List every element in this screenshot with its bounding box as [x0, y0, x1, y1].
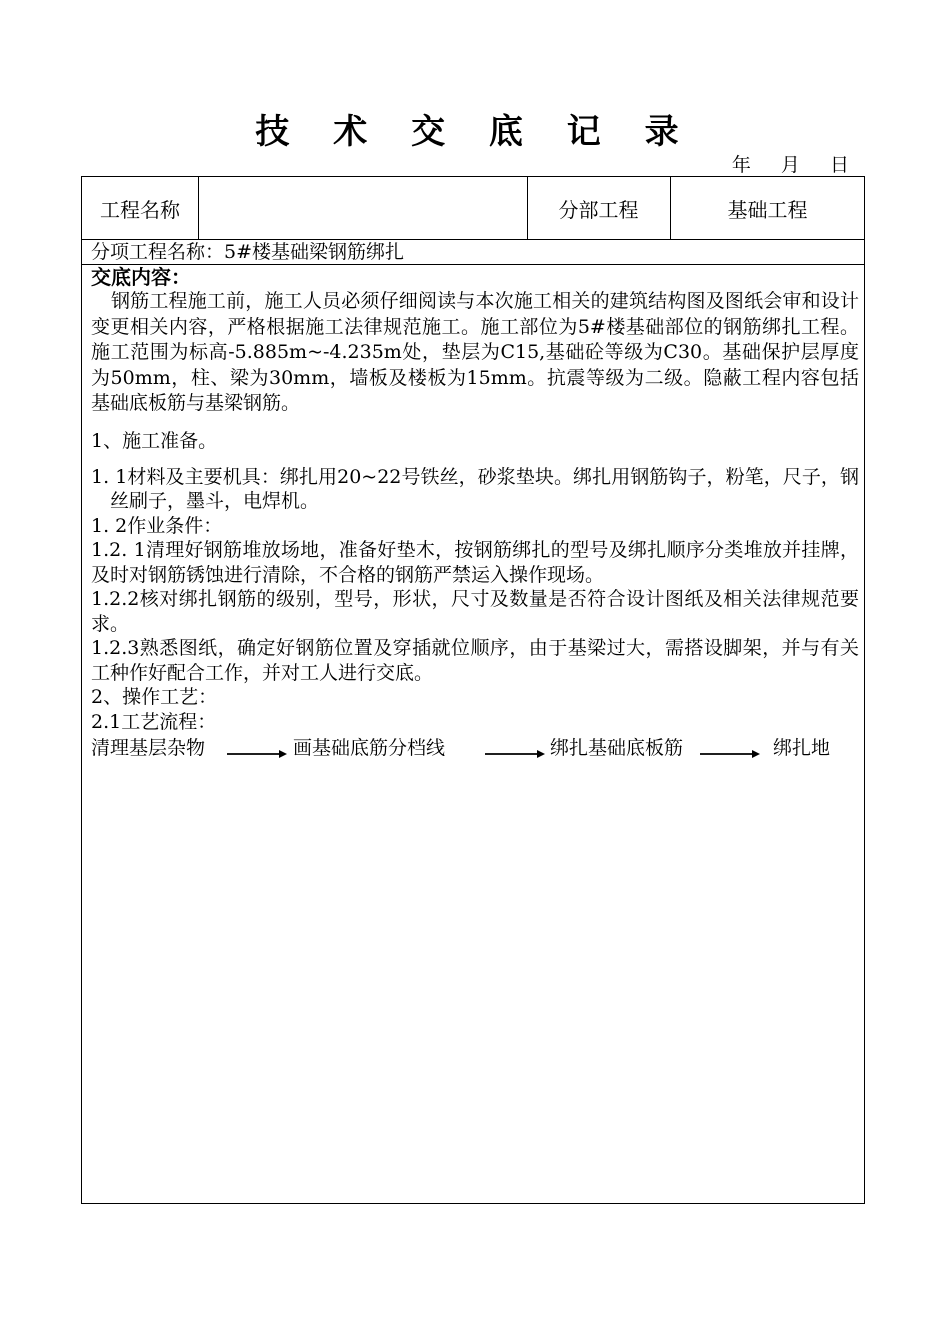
- section-1-heading: 1、施工准备。: [91, 429, 218, 452]
- flow-step-1: 清理基层杂物: [91, 737, 206, 759]
- section-1-1: 1. 1材料及主要机具：绑扎用20~22号铁丝，砂浆垫块。绑扎用钢筋钩子，粉笔，尺子，钢丝刷子，墨斗，电焊机。: [91, 465, 859, 512]
- section-2-heading: 2、操作工艺：: [91, 686, 218, 708]
- record-form: [81, 176, 865, 1204]
- date-month: 月: [780, 154, 801, 176]
- flow-step-2: 画基础底筋分档线: [293, 737, 446, 759]
- flow-arrow-icon: [485, 746, 545, 758]
- document-title: 技 术 交 底 记 录: [255, 112, 695, 152]
- project-name-field[interactable]: [198, 177, 528, 239]
- intro-paragraph: 钢筋工程施工前，施工人员必须仔细阅读与本次施工相关的建筑结构图及图纸会审和设计变更相关内容，严格根据施工法律规范施工。施工部位为5#楼基础部位的钢筋绑扎工程。施工范围为标高-5.885m~-4.235m处，垫层为C15,基础砼等级为C30。基础保护层厚度为50mm，柱、梁为30mm，墙板及楼板为15mm。抗震等级为二级。隐蔽工程内容包括基础底板筋与基梁钢筋。: [91, 290, 859, 414]
- section-2-1: 2.1工艺流程：: [91, 710, 217, 733]
- section-1-2-3: 1.2.3熟悉图纸，确定好钢筋位置及穿插就位顺序，由于基梁过大，需搭设脚架，并与有关工种作好配合工作，并对工人进行交底。: [91, 637, 859, 684]
- content-area: [91, 265, 859, 764]
- process-flow: [91, 736, 859, 764]
- section-1-2-2: 1.2.2核对绑扎钢筋的级别，型号，形状，尺寸及数量是否符合设计图纸及相关法律规范要求。: [91, 588, 859, 635]
- division-value: 基础工程: [727, 197, 808, 222]
- section-1-2: 1. 2作业条件：: [91, 514, 223, 537]
- section-1-2-1: 1.2. 1清理好钢筋堆放场地，准备好垫木，按钢筋绑扎的型号及绑扎顺序分类堆放并挂牌，及时对钢筋锈蚀进行清除，不合格的钢筋严禁运入操作现场。: [91, 539, 859, 586]
- division-label: 分部工程: [527, 177, 671, 239]
- flow-step-4: 绑扎地: [773, 737, 831, 759]
- date-year: 年: [731, 154, 752, 176]
- date-line: [710, 150, 850, 177]
- flow-step-3: 绑扎基础底板筋: [550, 737, 684, 759]
- header-row: [82, 177, 864, 240]
- flow-arrow-icon: [227, 746, 287, 758]
- date-day: 日: [829, 154, 850, 176]
- subproject-name: 分项工程名称：5#楼基础梁钢筋绑扎: [82, 239, 864, 265]
- flow-arrow-icon: [700, 746, 760, 758]
- content-heading: 交底内容：: [91, 265, 191, 289]
- project-name-label: 工程名称: [82, 177, 199, 239]
